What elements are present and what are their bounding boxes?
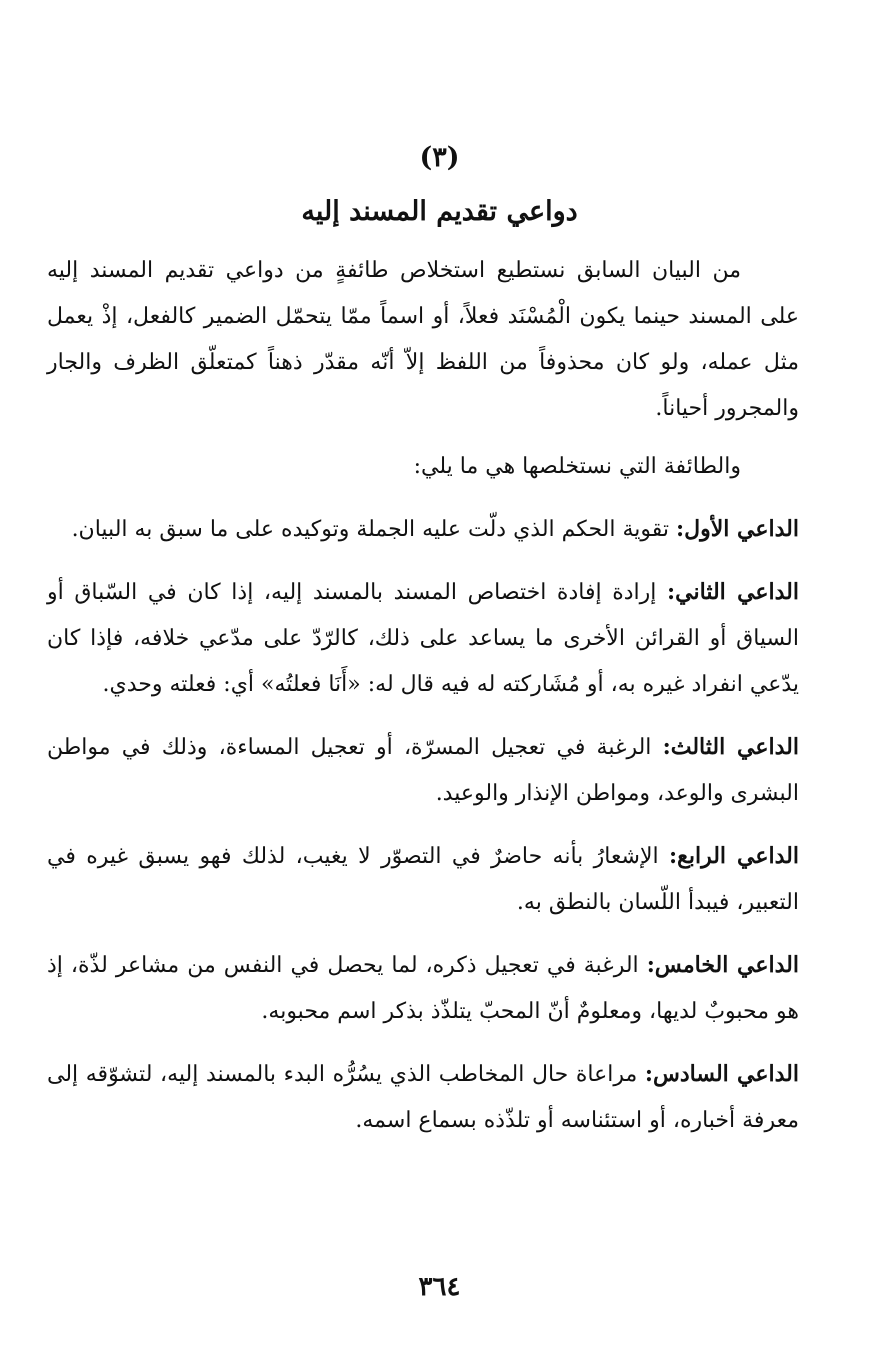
motive-text: مراعاة حال المخاطب الذي يسُرُّه البدء بالمسند إليه، لتشوّقه إلى معرفة أخباره، أو استئناسه أو تلذّذه بسماع اسمه.: [47, 1062, 799, 1133]
motive-label: الداعي الرابع:: [669, 843, 799, 869]
motive-text: تقوية الحكم الذي دلّت عليه الجملة وتوكيده على ما سبق به البيان.: [71, 517, 669, 542]
body-text: [47, 248, 799, 1144]
intro-paragraph: من البيان السابق نستطيع استخلاص طائفةٍ من دواعي تقديم المسند إليه على المسند حينما يكون الْمُسْنَد فعلاً، أو اسماً ممّا يتحمّل الضمير كالفعل، إذْ يعمل مثل عمله، ولو كان محذوفاً من اللفظ إلاّ أنّه مقدّر ذهناً كمتعلّق الظرف والجار والمجرور أحياناً.: [47, 258, 799, 421]
motive-paragraph-5: [47, 942, 799, 1035]
motive-paragraph-6: [47, 1051, 799, 1144]
section-number: (٣): [419, 142, 460, 173]
motive-paragraph-2: [47, 569, 799, 708]
section-title: دواعي تقديم المسند إليه: [301, 196, 578, 227]
page-number: ٣٦٤: [418, 1272, 461, 1302]
motive-text: الرغبة في تعجيل المسرّة، أو تعجيل المساءة، وذلك في مواطن البشرى والوعد، ومواطن الإنذار والوعيد.: [47, 735, 799, 806]
motive-paragraph-3: [47, 724, 799, 817]
motive-label: الداعي الثاني:: [667, 579, 800, 605]
motive-text: إرادة إفادة اختصاص المسند بالمسند إليه، إذا كان في السّباق أو السياق أو القرائن الأخرى ما يساعد على ذلك، كالرّدّ على مدّعي خلافه، فإذا كان يدّعي انفراد غيره به، أو مُشَاركته له فيه قال له: «أَنَا فعلتُه» أي: فعلته وحدي.: [47, 580, 799, 697]
motive-label: الداعي الثالث:: [662, 734, 799, 760]
motive-label: الداعي الأول:: [676, 516, 799, 542]
motive-text: الإشعارُ بأنه حاضرٌ في التصوّر لا يغيب، لذلك فهو يسبق غيره في التعبير، فيبدأ اللّسان بالنطق به.: [47, 844, 799, 915]
motive-paragraph-1: [47, 506, 799, 553]
motive-paragraph-4: [47, 833, 799, 926]
motive-label: الداعي الخامس:: [646, 952, 799, 978]
motive-text: الرغبة في تعجيل ذكره، لما يحصل في النفس من مشاعر لذّة، إذ هو محبوبٌ لديها، ومعلومٌ أنّ المحبّ يتلذّذ بذكر اسم محبوبه.: [47, 953, 799, 1024]
motive-label: الداعي السادس:: [644, 1061, 799, 1087]
list-intro-paragraph: والطائفة التي نستخلصها هي ما يلي:: [413, 454, 741, 479]
